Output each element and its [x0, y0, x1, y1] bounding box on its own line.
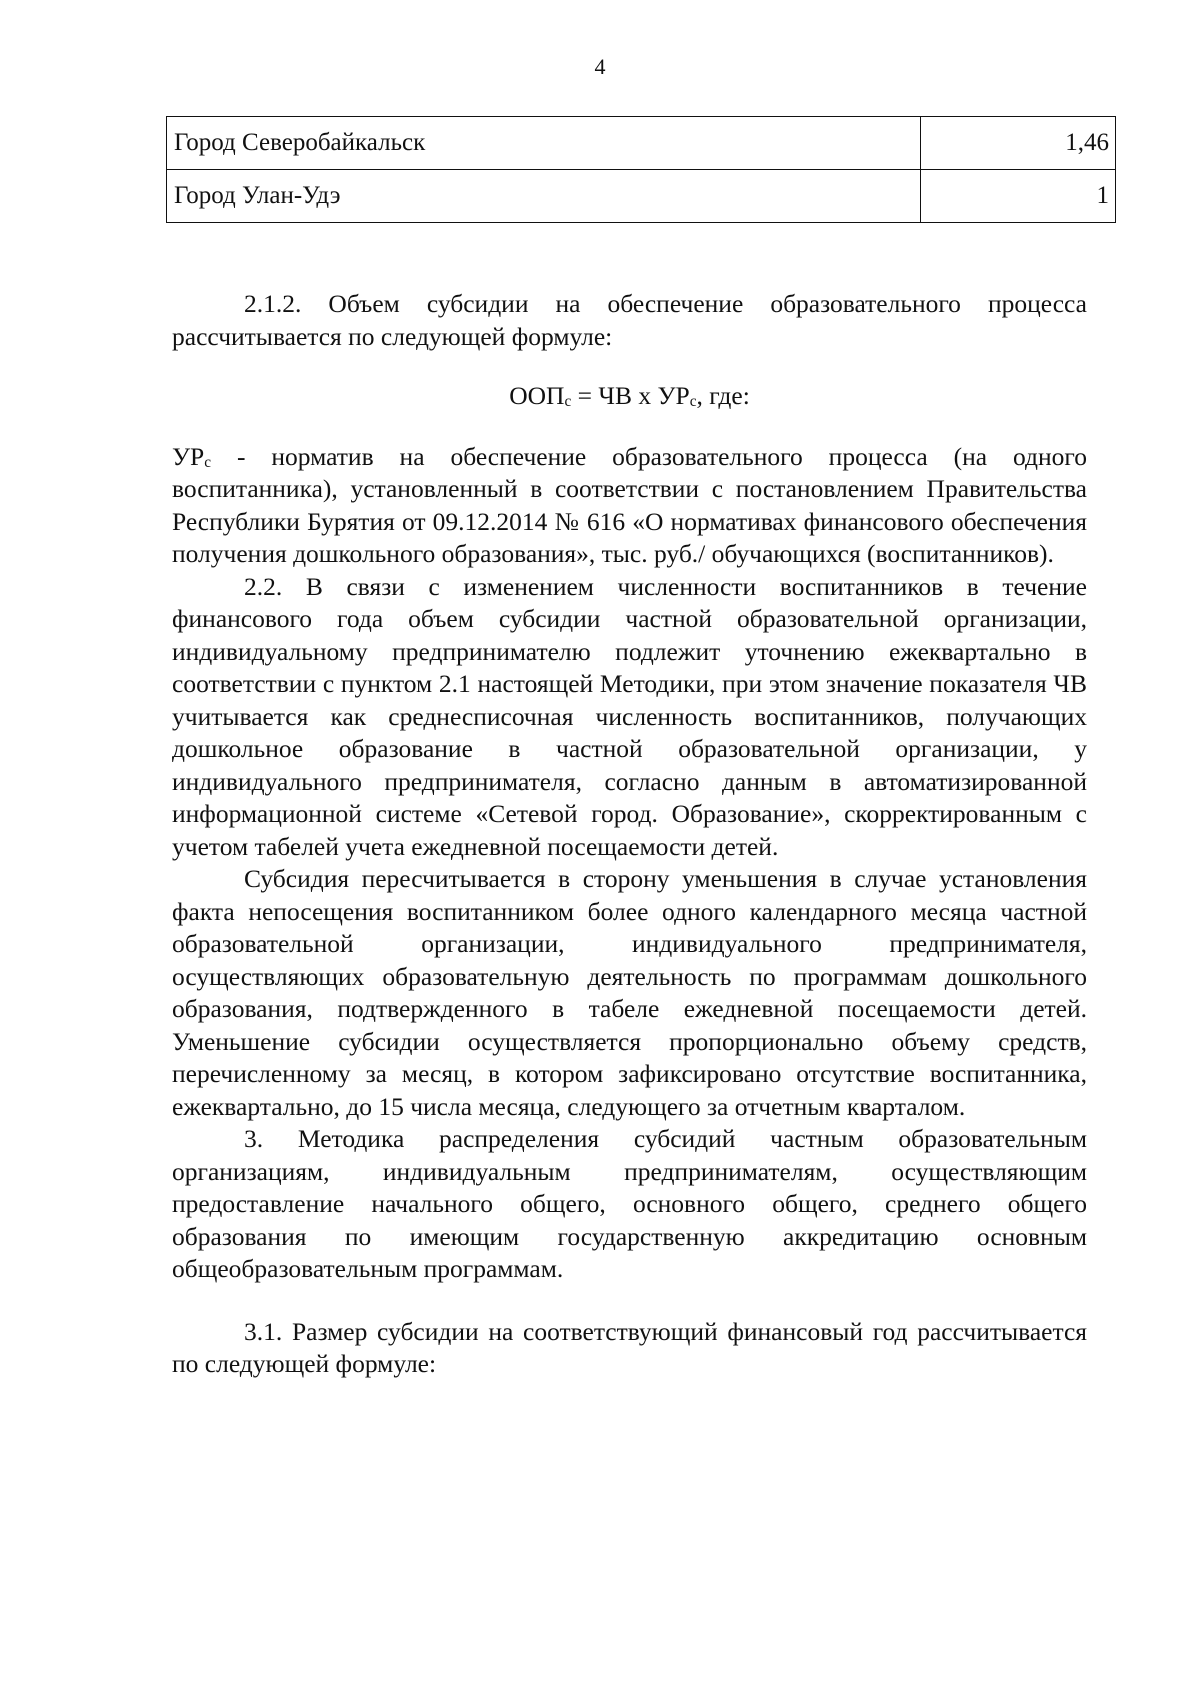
table-row [167, 117, 1116, 170]
paragraph-subsidy-recalculation: Субсидия пересчитывается в сторону уменьшения в случае установления факта непосещения воспитанником более одного календарного месяца частной образовательной организации, индивидуального предпринимателя, осуществляющих образовательную деятельность по программам дошкольного образования, подтвержденного в табеле ежедневной посещаемости детей. Уменьшение субсидии осуществляется пропорционально объему средств, перечисленному за месяц, в котором зафиксировано отсутствие воспитанника, ежеквартально, до 15 числа месяца, следующего за отчетным кварталом. [172, 864, 1087, 1121]
definition-paragraph [172, 441, 1087, 571]
page-number: 4 [594, 54, 606, 79]
definition-text: - норматив на обеспечение образовательного процесса (на одного воспитанника), установленный в соответствии с постановлением Правительства Республики Бурятия от 09.12.2014 № 616 «О нормативах финансового обеспечения получения дошкольного образования», тыс. руб./ обучающихся (воспитанников). [172, 441, 1087, 568]
table-cell-coefficient: 1,46 [921, 117, 1116, 170]
formula-middle: = ЧВ х УР [571, 381, 690, 410]
formula-rhs-subscript: с [689, 393, 697, 410]
coefficient-table [166, 116, 1116, 223]
formula-lhs-subscript: с [564, 393, 572, 410]
table-cell-city: Город Северобайкальск [167, 117, 921, 170]
table-cell-coefficient: 1 [921, 170, 1116, 223]
paragraph-2-1-2: 2.1.2. Объем субсидии на обеспечение образовательного процесса рассчитывается по следующей формуле: [172, 289, 1087, 351]
formula-tail: , где: [696, 381, 750, 410]
definition-subscript: с [204, 453, 212, 471]
definition-symbol: УР [172, 441, 205, 471]
formula [172, 380, 1087, 413]
paragraph-2-2: 2.2. В связи с изменением численности воспитанников в течение финансового года объем субсидии частной образовательной организации, индивидуальному предпринимателю подлежит уточнению ежеквартально в соответствии с пунктом 2.1 настоящей Методики, при этом значение показателя ЧВ учитывается как среднесписочная численность воспитанников, получающих дошкольное образование в частной образовательной организации, у индивидуального предпринимателя, согласно данным в автоматизированной информационной системе «Сетевой город. Образование», скорректированным с учетом табелей учета ежедневной посещаемости детей. [172, 571, 1087, 861]
paragraph-3-1: 3.1. Размер субсидии на соответствующий финансовый год рассчитывается по следующей формуле: [172, 1316, 1087, 1378]
formula-lhs: ООП [509, 381, 565, 410]
paragraph-3: 3. Методика распределения субсидий частным образовательным организациям, индивидуальным предпринимателям, осуществляющим предоставление начального общего, основного общего, среднего общего образования по имеющим государственную аккредитацию основным общеобразовательным программам. [172, 1124, 1087, 1283]
document-body [172, 288, 1087, 1381]
table-cell-city: Город Улан-Удэ [167, 170, 921, 223]
table-row [167, 170, 1116, 223]
